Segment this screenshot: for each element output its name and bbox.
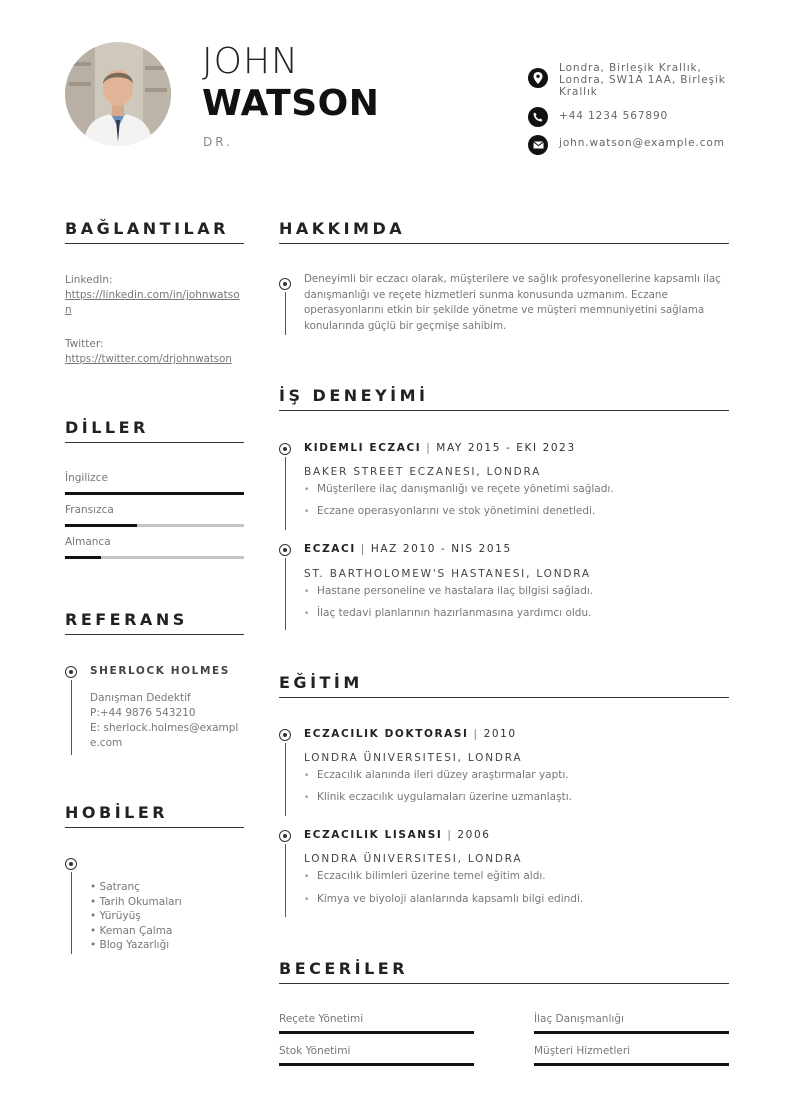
phone-text: +44 1234 567890	[559, 110, 669, 122]
list-item: • Eczane operasyonlarını ve stok yönetimini denetledi.	[304, 505, 595, 517]
timeline-dot-icon	[279, 544, 291, 556]
about-text: Deneyimli bir eczacı olarak, müşterilere ve sağlık profesyonellerine kapsamlı ilaç danışmanlığı ve reçete hizmetleri sunma konusunda uzmanım. Eczane operasyonlarını etkin bir şekilde yönetme ve müşteri memnuniyetini sağlama konularında güçlü bir geçmişe sahibim.	[304, 273, 721, 332]
list-item: • Müşterilere ilaç danışmanlığı ve reçete yönetimi sağladı.	[304, 483, 614, 495]
contact-email	[528, 135, 734, 155]
list-item: • Tarih Okumaları	[90, 895, 182, 908]
education-header: ECZACILIK DOKTORASI | 2010	[304, 728, 517, 740]
phone-icon	[528, 107, 548, 127]
skill-name: Reçete Yönetimi	[279, 1013, 364, 1025]
education-organization: LONDRA ÜNIVERSITESI, LONDRA	[304, 752, 523, 764]
education-rule	[279, 697, 729, 698]
education-organization: LONDRA ÜNIVERSITESI, LONDRA	[304, 853, 523, 865]
language-level-bar	[65, 556, 244, 559]
timeline-dot-icon	[279, 830, 291, 842]
reference-email: E: sherlock.holmes@example.com	[90, 722, 239, 749]
reference-details	[90, 691, 244, 751]
language-name: İngilizce	[65, 472, 108, 484]
timeline-dot-icon	[65, 858, 77, 870]
job-dates: MAY 2015 - EKI 2023	[436, 442, 576, 454]
references-heading: REFERANS	[65, 610, 188, 629]
person-portrait-icon	[65, 42, 171, 146]
list-item: • Kimya ve biyoloji alanlarında kapsamlı bilgi edindi.	[304, 893, 583, 905]
timeline-line	[285, 457, 286, 530]
linkedin-block	[65, 273, 245, 318]
reference-phone: P:+44 9876 543210	[90, 707, 196, 719]
linkedin-link[interactable]: https://linkedin.com/in/johnwatson	[65, 289, 240, 316]
timeline-line	[285, 844, 286, 917]
timeline-line	[285, 558, 286, 630]
job-title: KIDEMLI ECZACI	[304, 442, 422, 454]
job-title: ECZACI	[304, 543, 356, 555]
degree-year: 2010	[483, 728, 517, 740]
languages-rule	[65, 442, 244, 443]
contact-phone	[528, 107, 734, 127]
list-item: • Eczacılık alanında ileri düzey araştırmalar yaptı.	[304, 769, 569, 781]
list-item: • Hastane personeline ve hastalara ilaç bilgisi sağladı.	[304, 585, 593, 597]
education-header: ECZACILIK LISANSI | 2006	[304, 829, 491, 841]
timeline-line	[285, 292, 286, 335]
degree-year: 2006	[457, 829, 491, 841]
address-text: Londra, Birleşik Krallık, Londra, SW1A 1AA, Birleşik Krallık	[559, 62, 726, 98]
list-item: • Satranç	[90, 881, 140, 893]
twitter-label: Twitter:	[65, 338, 104, 350]
timeline-line	[71, 680, 72, 755]
timeline-dot-icon	[279, 278, 291, 290]
links-heading: BAĞLANTILAR	[65, 219, 229, 238]
reference-role: Danışman Dedektif	[90, 692, 191, 704]
list-item: • Klinik eczacılık uygulamaları üzerine uzmanlaştı.	[304, 791, 572, 803]
experience-heading: İŞ DENEYİMİ	[279, 386, 429, 405]
skill-name: Stok Yönetimi	[279, 1045, 351, 1057]
hobbies-rule	[65, 827, 244, 828]
language-level-bar	[65, 492, 244, 495]
languages-heading: DİLLER	[65, 418, 149, 437]
links-rule	[65, 243, 244, 244]
list-item: • Yürüyüş	[90, 910, 141, 922]
skill-level-bar	[534, 1063, 729, 1066]
skill-level-bar	[279, 1063, 474, 1066]
profile-photo	[65, 42, 171, 146]
location-icon	[528, 68, 548, 88]
references-rule	[65, 634, 244, 635]
list-item: • İlaç tedavi planlarının hazırlanmasına yardımcı oldu.	[304, 607, 591, 619]
education-heading: EĞİTİM	[279, 673, 363, 692]
skill-name: Müşteri Hizmetleri	[534, 1045, 631, 1057]
list-item: • Eczacılık bilimleri üzerine temel eğitim aldı.	[304, 870, 546, 882]
contact-address	[528, 62, 734, 98]
job-organization: ST. BARTHOLOMEW'S HASTANESI, LONDRA	[304, 568, 591, 580]
skill-name: İlaç Danışmanlığı	[534, 1013, 624, 1025]
skills-heading: BECERİLER	[279, 959, 409, 978]
twitter-block	[65, 337, 245, 367]
job-header: KIDEMLI ECZACI | MAY 2015 - EKI 2023	[304, 442, 576, 454]
hobbies-heading: HOBİLER	[65, 803, 169, 822]
about-heading: HAKKIMDA	[279, 219, 406, 238]
timeline-dot-icon	[279, 729, 291, 741]
language-level-bar	[65, 524, 244, 527]
timeline-dot-icon	[279, 443, 291, 455]
language-name: Fransızca	[65, 504, 114, 516]
language-name: Almanca	[65, 536, 111, 548]
experience-rule	[279, 410, 729, 411]
email-text: john.watson@example.com	[559, 137, 725, 149]
hobbies-list	[90, 880, 182, 953]
job-header: ECZACI | HAZ 2010 - NIS 2015	[304, 543, 512, 555]
list-item: • Keman Çalma	[90, 924, 173, 937]
email-icon	[528, 135, 548, 155]
skill-level-bar	[534, 1031, 729, 1034]
job-organization: BAKER STREET ECZANESI, LONDRA	[304, 466, 542, 478]
degree-title: ECZACILIK DOKTORASI	[304, 728, 469, 740]
about-rule	[279, 243, 729, 244]
last-name: WATSON	[202, 83, 380, 124]
list-item: • Blog Yazarlığı	[90, 939, 170, 951]
first-name: JOHN	[202, 41, 299, 82]
linkedin-label: LinkedIn:	[65, 274, 113, 286]
timeline-dot-icon	[65, 666, 77, 678]
job-dates: HAZ 2010 - NIS 2015	[370, 543, 512, 555]
timeline-line	[285, 743, 286, 816]
skill-level-bar	[279, 1031, 474, 1034]
name-title: DR.	[203, 135, 233, 149]
degree-title: ECZACILIK LISANSI	[304, 829, 443, 841]
twitter-link[interactable]: https://twitter.com/drjohnwatson	[65, 354, 232, 365]
skills-rule	[279, 983, 729, 984]
timeline-line	[71, 872, 72, 954]
reference-name: SHERLOCK HOLMES	[90, 665, 230, 677]
